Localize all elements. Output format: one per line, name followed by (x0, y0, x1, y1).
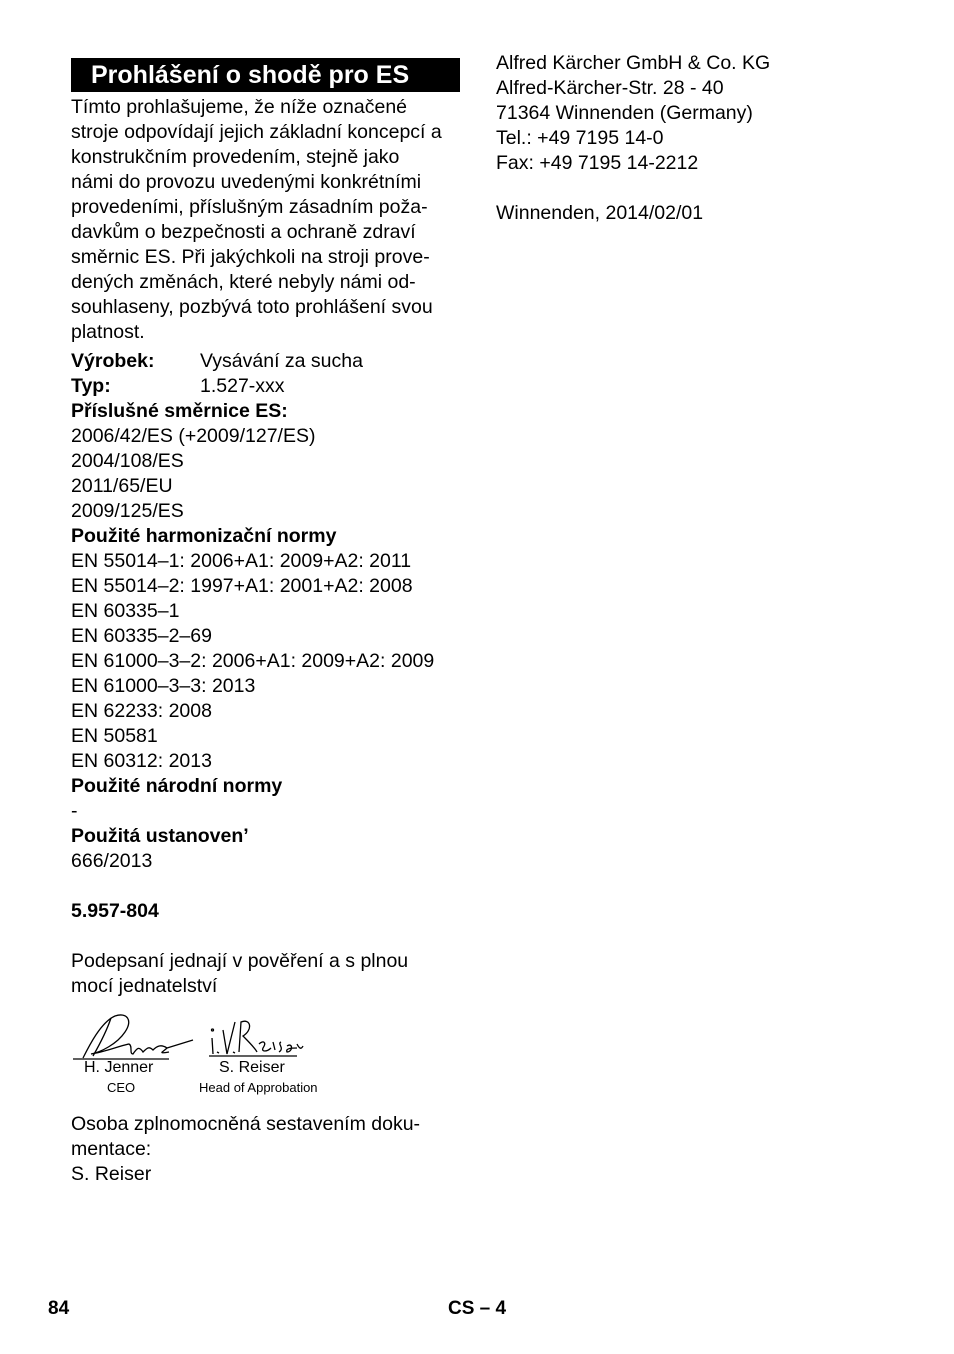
authorized-person (71, 1112, 420, 1187)
authorized-line: S. Reiser (71, 1163, 152, 1185)
signing-line: mocí jednatelství (71, 975, 218, 997)
product-value: Vysávání za sucha (200, 350, 363, 372)
signing-line: Podepsaní jednají v pověření a s plnou (71, 950, 409, 972)
address-line: Alfred Kärcher GmbH & Co. KG (496, 52, 771, 74)
harmonized-heading: Použité harmonizační normy (71, 525, 337, 547)
provisions-value: 666/2013 (71, 850, 153, 872)
authorized-line: mentace: (71, 1138, 152, 1160)
national-heading: Použité národní normy (71, 775, 283, 797)
place-date: Winnenden, 2014/02/01 (496, 202, 704, 224)
directive-item: 2009/125/ES (71, 500, 184, 522)
company-address (496, 51, 770, 226)
intro-paragraph (71, 95, 466, 345)
standard-item: EN 55014–1: 2006+A1: 2009+A2: 2011 (71, 550, 412, 572)
address-line: Fax: +49 7195 14-2212 (496, 152, 699, 174)
address-line: Tel.: +49 7195 14-0 (496, 127, 664, 149)
reiser-signature-icon (209, 1021, 303, 1056)
standard-item: EN 60312: 2013 (71, 750, 212, 772)
intro-line: souhlaseny, pozbývá toto prohlášení svou (71, 296, 433, 318)
address-line: Alfred-Kärcher-Str. 28 - 40 (496, 77, 724, 99)
intro-line: provedeními, příslušným zásadním poža- (71, 196, 428, 218)
type-row (71, 374, 471, 399)
standard-item: EN 60335–2–69 (71, 625, 212, 647)
intro-line: davkům o bezpečnosti a ochraně zdraví (71, 221, 416, 243)
standard-item: EN 55014–2: 1997+A1: 2001+A2: 2008 (71, 575, 413, 597)
signer-role: Head of Approbation (199, 1080, 318, 1095)
type-value: 1.527-xxx (200, 375, 285, 397)
signer-name: H. Jenner (84, 1059, 154, 1076)
standard-item: EN 50581 (71, 725, 158, 747)
declaration-details (71, 349, 471, 999)
provisions-heading: Použitá ustanoven’ (71, 825, 249, 847)
intro-line: stroje odpovídají jejich základní koncepcí a (71, 121, 442, 143)
document-number: 5.957-804 (71, 900, 159, 922)
authorized-line: Osoba zplnomocněná sestavením doku- (71, 1113, 421, 1135)
directives-heading: Příslušné směrnice ES: (71, 400, 288, 422)
signer-name: S. Reiser (219, 1059, 285, 1076)
intro-line: Tímto prohlašujeme, že níže označené (71, 96, 408, 118)
type-label: Typ: (71, 375, 111, 397)
jenner-signature-icon (73, 1015, 193, 1059)
page-title: Prohlášení o shodě pro ES (71, 58, 460, 92)
directive-item: 2006/42/ES (+2009/127/ES) (71, 425, 316, 447)
section-code: CS – 4 (448, 1298, 507, 1319)
standard-item: EN 61000–3–2: 2006+A1: 2009+A2: 2009 (71, 650, 435, 672)
page-number: 84 (48, 1298, 70, 1319)
product-row (71, 349, 471, 374)
intro-line: dených změnách, které nebyly námi od- (71, 271, 416, 293)
product-label: Výrobek: (71, 350, 155, 372)
intro-line: směrnic ES. Při jakýchkoli na stroji prove- (71, 246, 430, 268)
directive-item: 2004/108/ES (71, 450, 184, 472)
signer-role: CEO (107, 1080, 136, 1095)
signature-block (71, 1008, 341, 1100)
standard-item: EN 61000–3–3: 2013 (71, 675, 256, 697)
intro-line: platnost. (71, 321, 145, 343)
national-value: - (71, 800, 78, 822)
intro-line: námi do provozu uvedenými konkrétními (71, 171, 422, 193)
standard-item: EN 62233: 2008 (71, 700, 212, 722)
address-line: 71364 Winnenden (Germany) (496, 102, 753, 124)
intro-line: konstrukčním provedením, stejně jako (71, 146, 400, 168)
standard-item: EN 60335–1 (71, 600, 180, 622)
directive-item: 2011/65/EU (71, 475, 173, 497)
